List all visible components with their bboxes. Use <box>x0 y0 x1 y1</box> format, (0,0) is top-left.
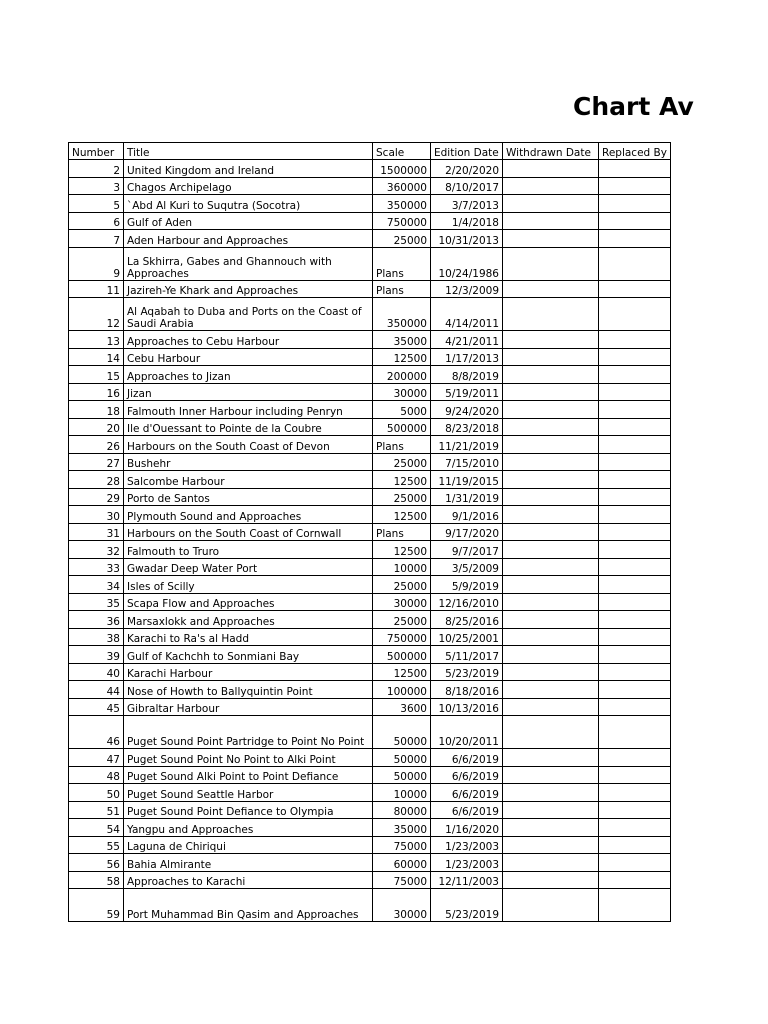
cell-scale: 360000 <box>373 177 431 195</box>
cell-number: 44 <box>69 681 124 699</box>
cell-scale: 50000 <box>373 766 431 784</box>
cell-withdrawn-date <box>503 160 599 178</box>
cell-edition-date: 11/19/2015 <box>431 471 503 489</box>
cell-replaced-by <box>599 854 671 872</box>
cell-number: 30 <box>69 506 124 524</box>
table-row <box>69 160 671 178</box>
cell-replaced-by <box>599 889 671 922</box>
cell-edition-date: 1/16/2020 <box>431 819 503 837</box>
cell-scale: 350000 <box>373 195 431 213</box>
cell-replaced-by <box>599 576 671 594</box>
cell-title: Cebu Harbour <box>124 348 373 366</box>
cell-edition-date: 5/11/2017 <box>431 646 503 664</box>
cell-number: 47 <box>69 749 124 767</box>
cell-scale: 60000 <box>373 854 431 872</box>
header-title: Title <box>124 143 373 160</box>
header-edition-date: Edition Date <box>431 143 503 160</box>
cell-edition-date: 1/23/2003 <box>431 854 503 872</box>
cell-withdrawn-date <box>503 628 599 646</box>
cell-withdrawn-date <box>503 471 599 489</box>
cell-withdrawn-date <box>503 453 599 471</box>
cell-replaced-by <box>599 488 671 506</box>
cell-title: Karachi Harbour <box>124 663 373 681</box>
cell-edition-date: 9/1/2016 <box>431 506 503 524</box>
cell-edition-date: 6/6/2019 <box>431 784 503 802</box>
cell-scale: 50000 <box>373 716 431 749</box>
table-row <box>69 889 671 922</box>
cell-number: 14 <box>69 348 124 366</box>
cell-edition-date: 10/20/2011 <box>431 716 503 749</box>
cell-replaced-by <box>599 280 671 298</box>
table-row <box>69 646 671 664</box>
cell-scale: 12500 <box>373 663 431 681</box>
cell-replaced-by <box>599 558 671 576</box>
table-row <box>69 716 671 749</box>
cell-replaced-by <box>599 716 671 749</box>
cell-edition-date: 10/24/1986 <box>431 247 503 280</box>
cell-edition-date: 5/23/2019 <box>431 889 503 922</box>
cell-scale: 350000 <box>373 298 431 331</box>
cell-number: 50 <box>69 784 124 802</box>
cell-replaced-by <box>599 611 671 629</box>
cell-edition-date: 12/16/2010 <box>431 593 503 611</box>
cell-replaced-by <box>599 195 671 213</box>
cell-withdrawn-date <box>503 366 599 384</box>
table-row <box>69 681 671 699</box>
cell-edition-date: 3/7/2013 <box>431 195 503 213</box>
cell-replaced-by <box>599 784 671 802</box>
cell-number: 5 <box>69 195 124 213</box>
cell-edition-date: 11/21/2019 <box>431 436 503 454</box>
cell-title: Harbours on the South Coast of Devon <box>124 436 373 454</box>
cell-title: Laguna de Chiriqui <box>124 836 373 854</box>
cell-scale: 75000 <box>373 871 431 889</box>
cell-replaced-by <box>599 663 671 681</box>
cell-withdrawn-date <box>503 418 599 436</box>
cell-scale: 12500 <box>373 471 431 489</box>
table-row <box>69 506 671 524</box>
cell-title: Approaches to Jizan <box>124 366 373 384</box>
cell-withdrawn-date <box>503 871 599 889</box>
cell-scale: 3600 <box>373 698 431 716</box>
cell-withdrawn-date <box>503 611 599 629</box>
table-row <box>69 488 671 506</box>
table-row <box>69 628 671 646</box>
table-row <box>69 177 671 195</box>
cell-scale: 1500000 <box>373 160 431 178</box>
cell-title: Aden Harbour and Approaches <box>124 230 373 248</box>
cell-scale: 500000 <box>373 646 431 664</box>
cell-title: Gibraltar Harbour <box>124 698 373 716</box>
cell-edition-date: 1/4/2018 <box>431 212 503 230</box>
cell-withdrawn-date <box>503 230 599 248</box>
cell-scale: 30000 <box>373 383 431 401</box>
cell-title: Gulf of Aden <box>124 212 373 230</box>
cell-title: Salcombe Harbour <box>124 471 373 489</box>
cell-replaced-by <box>599 212 671 230</box>
cell-number: 13 <box>69 331 124 349</box>
cell-number: 9 <box>69 247 124 280</box>
cell-scale: 25000 <box>373 611 431 629</box>
cell-replaced-by <box>599 836 671 854</box>
cell-title: United Kingdom and Ireland <box>124 160 373 178</box>
table-row <box>69 576 671 594</box>
cell-replaced-by <box>599 646 671 664</box>
table-row <box>69 247 671 280</box>
cell-scale: 25000 <box>373 488 431 506</box>
cell-number: 18 <box>69 401 124 419</box>
cell-edition-date: 5/19/2011 <box>431 383 503 401</box>
cell-edition-date: 1/23/2003 <box>431 836 503 854</box>
cell-title: Puget Sound Point No Point to Alki Point <box>124 749 373 767</box>
table-row <box>69 195 671 213</box>
cell-replaced-by <box>599 749 671 767</box>
cell-number: 29 <box>69 488 124 506</box>
cell-withdrawn-date <box>503 506 599 524</box>
cell-edition-date: 8/8/2019 <box>431 366 503 384</box>
cell-replaced-by <box>599 471 671 489</box>
cell-edition-date: 10/31/2013 <box>431 230 503 248</box>
cell-number: 51 <box>69 801 124 819</box>
cell-number: 28 <box>69 471 124 489</box>
cell-edition-date: 9/7/2017 <box>431 541 503 559</box>
header-number: Number <box>69 143 124 160</box>
table-row <box>69 766 671 784</box>
cell-replaced-by <box>599 436 671 454</box>
table-row <box>69 453 671 471</box>
cell-scale: 75000 <box>373 836 431 854</box>
cell-replaced-by <box>599 247 671 280</box>
cell-title: Gwadar Deep Water Port <box>124 558 373 576</box>
table-row <box>69 611 671 629</box>
cell-title: Falmouth to Truro <box>124 541 373 559</box>
table-header-row <box>69 143 671 160</box>
table-row <box>69 436 671 454</box>
table-row <box>69 230 671 248</box>
cell-withdrawn-date <box>503 488 599 506</box>
cell-replaced-by <box>599 177 671 195</box>
cell-title: Nose of Howth to Ballyquintin Point <box>124 681 373 699</box>
cell-number: 7 <box>69 230 124 248</box>
cell-scale: 80000 <box>373 801 431 819</box>
cell-title: Puget Sound Seattle Harbor <box>124 784 373 802</box>
cell-number: 36 <box>69 611 124 629</box>
cell-edition-date: 6/6/2019 <box>431 749 503 767</box>
cell-replaced-by <box>599 593 671 611</box>
cell-replaced-by <box>599 453 671 471</box>
cell-withdrawn-date <box>503 280 599 298</box>
cell-edition-date: 9/24/2020 <box>431 401 503 419</box>
table-row <box>69 401 671 419</box>
cell-scale: Plans <box>373 523 431 541</box>
cell-title: `Abd Al Kuri to Suqutra (Socotra) <box>124 195 373 213</box>
cell-title: Bushehr <box>124 453 373 471</box>
cell-number: 33 <box>69 558 124 576</box>
cell-scale: 50000 <box>373 749 431 767</box>
table-row <box>69 801 671 819</box>
cell-withdrawn-date <box>503 854 599 872</box>
cell-number: 55 <box>69 836 124 854</box>
cell-replaced-by <box>599 230 671 248</box>
cell-withdrawn-date <box>503 212 599 230</box>
cell-scale: 12500 <box>373 541 431 559</box>
cell-edition-date: 8/10/2017 <box>431 177 503 195</box>
cell-withdrawn-date <box>503 646 599 664</box>
cell-number: 58 <box>69 871 124 889</box>
cell-scale: 12500 <box>373 348 431 366</box>
table-row <box>69 698 671 716</box>
cell-number: 31 <box>69 523 124 541</box>
table-row <box>69 541 671 559</box>
cell-edition-date: 6/6/2019 <box>431 766 503 784</box>
cell-withdrawn-date <box>503 348 599 366</box>
cell-replaced-by <box>599 401 671 419</box>
cell-number: 39 <box>69 646 124 664</box>
cell-withdrawn-date <box>503 819 599 837</box>
cell-title: Marsaxlokk and Approaches <box>124 611 373 629</box>
cell-replaced-by <box>599 698 671 716</box>
cell-replaced-by <box>599 160 671 178</box>
cell-replaced-by <box>599 628 671 646</box>
cell-replaced-by <box>599 819 671 837</box>
cell-title: Al Aqabah to Duba and Ports on the Coast of Saudi Arabia <box>124 298 373 331</box>
cell-number: 3 <box>69 177 124 195</box>
cell-title: Ile d'Ouessant to Pointe de la Coubre <box>124 418 373 436</box>
cell-number: 35 <box>69 593 124 611</box>
cell-number: 45 <box>69 698 124 716</box>
table-row <box>69 280 671 298</box>
cell-withdrawn-date <box>503 784 599 802</box>
header-scale: Scale <box>373 143 431 160</box>
cell-title: Harbours on the South Coast of Cornwall <box>124 523 373 541</box>
cell-scale: 10000 <box>373 784 431 802</box>
cell-edition-date: 10/25/2001 <box>431 628 503 646</box>
cell-replaced-by <box>599 681 671 699</box>
header-replaced-by: Replaced By <box>599 143 671 160</box>
cell-scale: 35000 <box>373 331 431 349</box>
table-row <box>69 836 671 854</box>
cell-withdrawn-date <box>503 541 599 559</box>
cell-withdrawn-date <box>503 593 599 611</box>
cell-scale: Plans <box>373 280 431 298</box>
cell-withdrawn-date <box>503 401 599 419</box>
cell-scale: 500000 <box>373 418 431 436</box>
cell-scale: 30000 <box>373 593 431 611</box>
cell-withdrawn-date <box>503 698 599 716</box>
cell-replaced-by <box>599 383 671 401</box>
cell-edition-date: 4/21/2011 <box>431 331 503 349</box>
cell-edition-date: 2/20/2020 <box>431 160 503 178</box>
cell-number: 34 <box>69 576 124 594</box>
cell-title: Jizan <box>124 383 373 401</box>
cell-replaced-by <box>599 331 671 349</box>
cell-title: Approaches to Cebu Harbour <box>124 331 373 349</box>
cell-title: Puget Sound Alki Point to Point Defiance <box>124 766 373 784</box>
cell-scale: 750000 <box>373 212 431 230</box>
cell-number: 2 <box>69 160 124 178</box>
cell-withdrawn-date <box>503 889 599 922</box>
cell-replaced-by <box>599 418 671 436</box>
cell-replaced-by <box>599 541 671 559</box>
cell-number: 59 <box>69 889 124 922</box>
cell-title: Jazireh-Ye Khark and Approaches <box>124 280 373 298</box>
cell-withdrawn-date <box>503 749 599 767</box>
table-row <box>69 348 671 366</box>
table-row <box>69 366 671 384</box>
cell-number: 56 <box>69 854 124 872</box>
cell-withdrawn-date <box>503 195 599 213</box>
cell-title: La Skhirra, Gabes and Ghannouch with Approaches <box>124 247 373 280</box>
cell-title: Puget Sound Point Defiance to Olympia <box>124 801 373 819</box>
cell-scale: 25000 <box>373 576 431 594</box>
cell-title: Karachi to Ra's al Hadd <box>124 628 373 646</box>
cell-title: Falmouth Inner Harbour including Penryn <box>124 401 373 419</box>
cell-edition-date: 12/3/2009 <box>431 280 503 298</box>
cell-withdrawn-date <box>503 716 599 749</box>
cell-edition-date: 7/15/2010 <box>431 453 503 471</box>
cell-withdrawn-date <box>503 436 599 454</box>
cell-scale: 200000 <box>373 366 431 384</box>
cell-withdrawn-date <box>503 801 599 819</box>
cell-number: 54 <box>69 819 124 837</box>
cell-scale: Plans <box>373 436 431 454</box>
cell-title: Approaches to Karachi <box>124 871 373 889</box>
table-row <box>69 819 671 837</box>
chart-table <box>68 142 671 922</box>
cell-edition-date: 8/23/2018 <box>431 418 503 436</box>
cell-replaced-by <box>599 871 671 889</box>
cell-withdrawn-date <box>503 681 599 699</box>
table-row <box>69 298 671 331</box>
cell-edition-date: 5/9/2019 <box>431 576 503 594</box>
cell-number: 46 <box>69 716 124 749</box>
header-withdrawn-date: Withdrawn Date <box>503 143 599 160</box>
cell-title: Plymouth Sound and Approaches <box>124 506 373 524</box>
cell-withdrawn-date <box>503 558 599 576</box>
table-row <box>69 383 671 401</box>
cell-number: 27 <box>69 453 124 471</box>
cell-withdrawn-date <box>503 836 599 854</box>
cell-replaced-by <box>599 298 671 331</box>
cell-withdrawn-date <box>503 177 599 195</box>
cell-edition-date: 8/25/2016 <box>431 611 503 629</box>
cell-scale: 25000 <box>373 453 431 471</box>
page-title: Chart Av <box>573 92 694 121</box>
cell-number: 20 <box>69 418 124 436</box>
cell-withdrawn-date <box>503 247 599 280</box>
table-row <box>69 663 671 681</box>
cell-title: Isles of Scilly <box>124 576 373 594</box>
table-row <box>69 212 671 230</box>
table-body <box>69 160 671 922</box>
table-row <box>69 523 671 541</box>
cell-title: Chagos Archipelago <box>124 177 373 195</box>
cell-replaced-by <box>599 366 671 384</box>
cell-number: 16 <box>69 383 124 401</box>
table-row <box>69 871 671 889</box>
cell-scale: 10000 <box>373 558 431 576</box>
cell-replaced-by <box>599 506 671 524</box>
cell-withdrawn-date <box>503 576 599 594</box>
cell-number: 15 <box>69 366 124 384</box>
cell-number: 32 <box>69 541 124 559</box>
cell-scale: 30000 <box>373 889 431 922</box>
cell-replaced-by <box>599 801 671 819</box>
cell-edition-date: 8/18/2016 <box>431 681 503 699</box>
cell-withdrawn-date <box>503 766 599 784</box>
cell-number: 12 <box>69 298 124 331</box>
cell-number: 6 <box>69 212 124 230</box>
table-row <box>69 749 671 767</box>
cell-scale: 25000 <box>373 230 431 248</box>
cell-title: Porto de Santos <box>124 488 373 506</box>
cell-withdrawn-date <box>503 298 599 331</box>
cell-scale: 5000 <box>373 401 431 419</box>
cell-edition-date: 1/31/2019 <box>431 488 503 506</box>
cell-scale: 100000 <box>373 681 431 699</box>
cell-edition-date: 12/11/2003 <box>431 871 503 889</box>
cell-title: Yangpu and Approaches <box>124 819 373 837</box>
cell-edition-date: 3/5/2009 <box>431 558 503 576</box>
table-row <box>69 854 671 872</box>
cell-withdrawn-date <box>503 331 599 349</box>
cell-title: Scapa Flow and Approaches <box>124 593 373 611</box>
cell-edition-date: 6/6/2019 <box>431 801 503 819</box>
cell-edition-date: 5/23/2019 <box>431 663 503 681</box>
cell-number: 40 <box>69 663 124 681</box>
cell-edition-date: 4/14/2011 <box>431 298 503 331</box>
cell-number: 38 <box>69 628 124 646</box>
cell-number: 11 <box>69 280 124 298</box>
table-row <box>69 784 671 802</box>
cell-scale: 12500 <box>373 506 431 524</box>
cell-edition-date: 1/17/2013 <box>431 348 503 366</box>
cell-title: Port Muhammad Bin Qasim and Approaches <box>124 889 373 922</box>
cell-scale: 750000 <box>373 628 431 646</box>
table-row <box>69 558 671 576</box>
cell-scale: Plans <box>373 247 431 280</box>
cell-edition-date: 10/13/2016 <box>431 698 503 716</box>
cell-scale: 35000 <box>373 819 431 837</box>
cell-withdrawn-date <box>503 383 599 401</box>
cell-replaced-by <box>599 523 671 541</box>
cell-number: 48 <box>69 766 124 784</box>
cell-replaced-by <box>599 348 671 366</box>
table-row <box>69 331 671 349</box>
table-row <box>69 593 671 611</box>
cell-number: 26 <box>69 436 124 454</box>
table-row <box>69 418 671 436</box>
table-row <box>69 471 671 489</box>
cell-withdrawn-date <box>503 663 599 681</box>
cell-title: Puget Sound Point Partridge to Point No Point <box>124 716 373 749</box>
cell-edition-date: 9/17/2020 <box>431 523 503 541</box>
cell-title: Bahia Almirante <box>124 854 373 872</box>
cell-replaced-by <box>599 766 671 784</box>
cell-withdrawn-date <box>503 523 599 541</box>
cell-title: Gulf of Kachchh to Sonmiani Bay <box>124 646 373 664</box>
